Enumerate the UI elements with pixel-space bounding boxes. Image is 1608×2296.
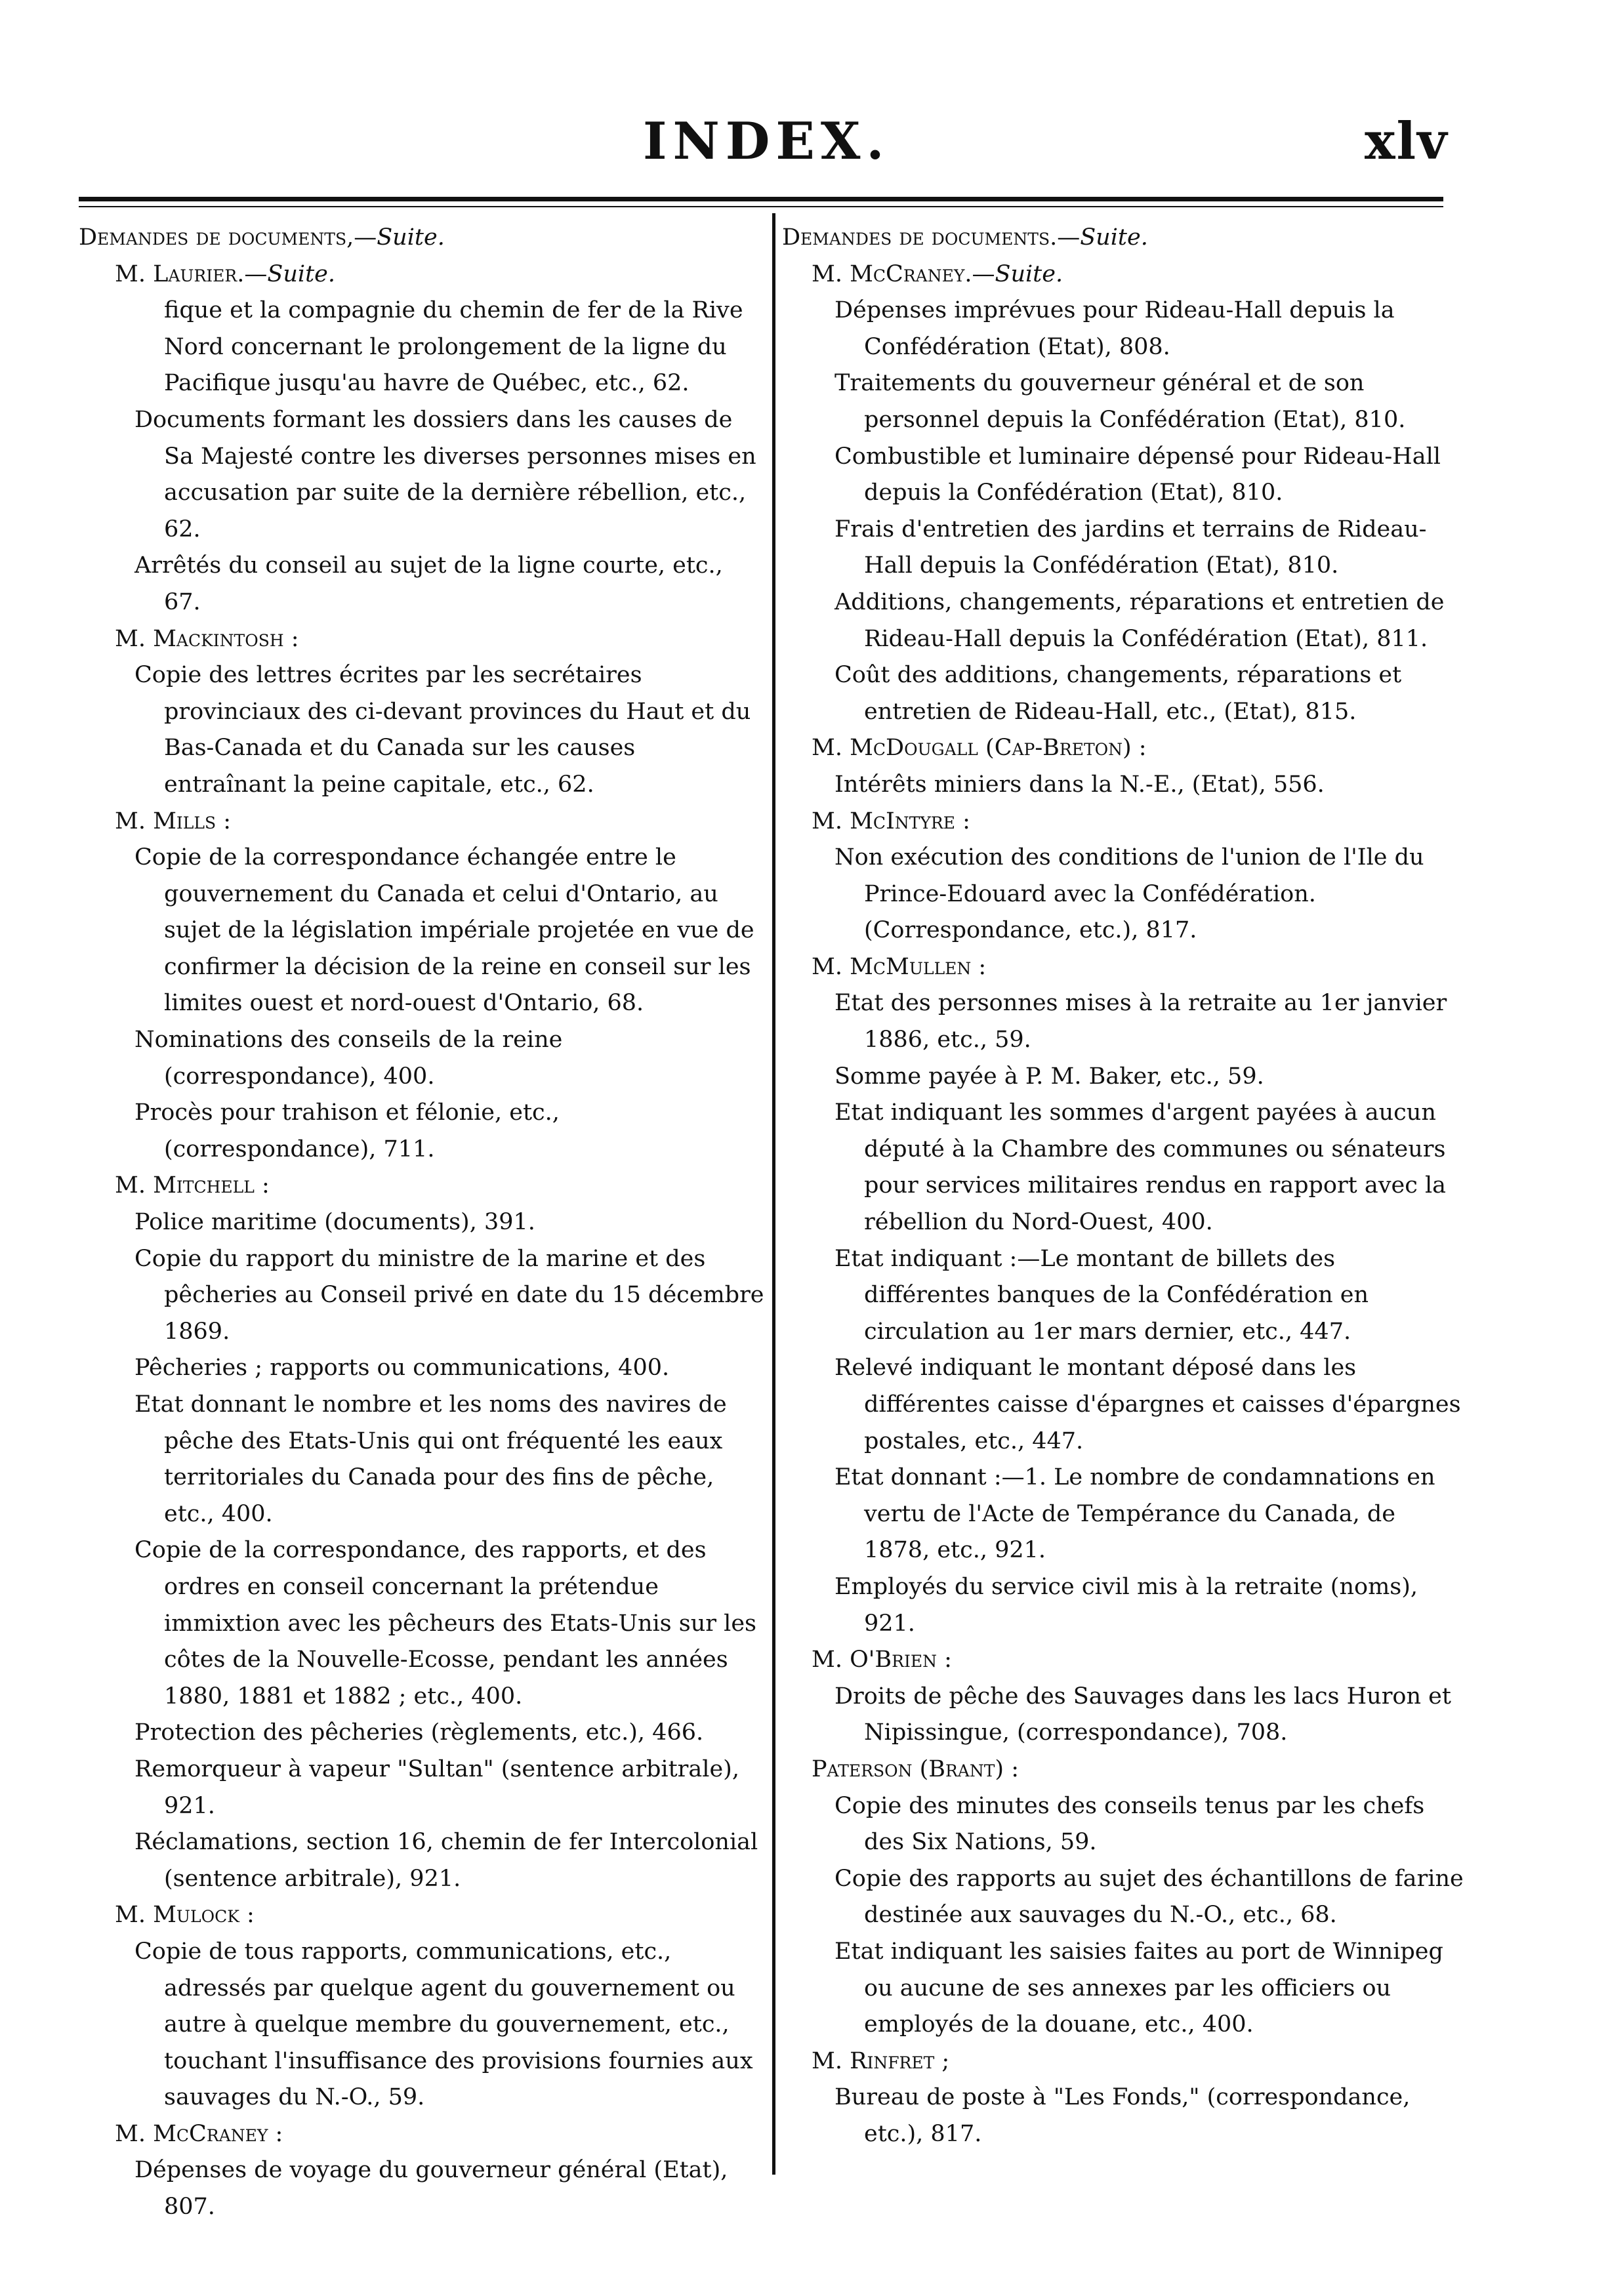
index-entry: Copie de la correspondance, des rapports, et des ordres en conseil concernant la prétendue immixtion avec les pêcheurs des Etats-Unis sur les côtes de la Nouvelle-Ecosse, pendant les années 1880, 1881 et 1882 ; etc., 400. (134, 1537, 756, 1710)
index-entry: Etat donnant :—1. Le nombre de condamnations en vertu de l'Acte de Tempérance du Canada, de 1878, etc., 921. (835, 1464, 1435, 1564)
index-entry: Additions, changements, réparations et entretien de Rideau-Hall depuis la Confédération (Etat), 811. (835, 588, 1445, 652)
index-entry: Copie de tous rapports, communications, etc., adressés par quelque agent du gouvernement ou autre à quelque membre du gouvernement, etc., touchant l'insuffisance des provisions fournies aux sauvages du N.-O., 59. (134, 1938, 753, 2111)
member-suite: Suite. (267, 260, 335, 287)
member-mccraney: M. McCraney : (115, 2120, 283, 2147)
index-entry: Dépenses imprévues pour Rideau-Hall depuis la Confédération (Etat), 808. (835, 297, 1395, 360)
index-entry: Etat des personnes mises à la retraite au 1er janvier 1886, etc., 59. (835, 990, 1447, 1054)
index-entry: Procès pour trahison et félonie, etc., (correspondance), 711. (134, 1099, 560, 1162)
index-entry: Somme payée à P. M. Baker, etc., 59. (835, 1063, 1264, 1090)
section-header-suite: Suite. (377, 224, 445, 251)
index-entry: Bureau de poste à "Les Fonds," (correspondance, etc.), 817. (835, 2084, 1411, 2147)
member-name: M. McCraney.— (812, 260, 995, 287)
page-number: xlv (1365, 112, 1449, 171)
index-entry: Traitements du gouverneur général et de son personnel depuis la Confédération (Etat), 810. (835, 370, 1406, 433)
index-entry: Pêcheries ; rapports ou communications, 400. (134, 1355, 670, 1382)
index-entry: Etat indiquant les sommes d'argent payées à aucun député à la Chambre des communes ou sénateurs pour services militaires rendus en rapport avec la rébellion du Nord-Ouest, 400. (835, 1099, 1447, 1236)
member-rinfret: M. Rinfret ; (812, 2047, 950, 2074)
member-mcintyre: M. McIntyre : (812, 808, 970, 834)
index-entry: Documents formant les dossiers dans les causes de Sa Majesté contre les diverses personnes mises en accusation par suite de la dernière rébellion, etc., 62. (134, 406, 756, 543)
member-mcmullen: M. McMullen : (812, 953, 987, 980)
entry-continued: fique et la compagnie du chemin de fer de la Rive Nord concernant le prolongement de la ligne du Pacifique jusqu'au havre de Québec, etc., 62. (164, 297, 743, 397)
index-entry: Frais d'entretien des jardins et terrains de Rideau-Hall depuis la Confédération (Etat), 810. (835, 516, 1427, 579)
index-entry: Coût des additions, changements, réparations et entretien de Rideau-Hall, etc., (Etat), 815. (835, 662, 1402, 725)
index-entry: Réclamations, section 16, chemin de fer Intercolonial (sentence arbitrale), 921. (134, 1829, 758, 1892)
index-entry: Intérêts miniers dans la N.-E., (Etat), 556. (835, 771, 1325, 798)
section-header (782, 220, 1464, 256)
member-laurier (79, 256, 764, 293)
index-entry: Copie des rapports au sujet des échantillons de farine destinée aux sauvages du N.-O., etc., 68. (835, 1865, 1464, 1929)
index-entry: Etat indiquant les saisies faites au port de Winnipeg ou aucune de ses annexes par les officiers ou employés de la douane, etc., 400. (835, 1938, 1443, 2038)
section-header-suite: Suite. (1080, 224, 1148, 251)
index-entry: Copie des minutes des conseils tenus par les chefs des Six Nations, 59. (835, 1792, 1425, 1856)
member-obrien: M. O'Brien : (812, 1647, 952, 1673)
index-entry: Protection des pêcheries (règlements, etc.), 466. (134, 1719, 704, 1746)
index-entry: Droits de pêche des Sauvages dans les lacs Huron et Nipissingue, (correspondance), 708. (835, 1683, 1451, 1746)
header-rule-thin (79, 206, 1443, 207)
index-entry: Remorqueur à vapeur "Sultan" (sentence arbitrale), 921. (134, 1755, 739, 1819)
index-entry: Dépenses de voyage du gouverneur général (Etat), 807. (134, 2157, 728, 2221)
index-entry: Copie des lettres écrites par les secrétaires provinciaux des ci-devant provinces du Haut et du Bas-Canada et du Canada sur les causes entraînant la peine capitale, etc., 62. (134, 662, 751, 798)
index-entry: Non exécution des conditions de l'union de l'Ile du Prince-Edouard avec la Confédération. (Correspondance, etc.), 817. (835, 844, 1424, 944)
index-entry: Copie de la correspondance échangée entre le gouvernement du Canada et celui d'Ontario, au sujet de la législation impériale projetée en vue de confirmer la décision de la reine en conseil sur les limites ouest et nord-ouest d'Ontario, 68. (134, 844, 754, 1017)
member-mcdougall: M. McDougall (Cap-Breton) : (812, 735, 1147, 762)
section-header (79, 220, 764, 256)
index-entry: Police maritime (documents), 391. (134, 1209, 535, 1236)
index-entry: Copie du rapport du ministre de la marine et des pêcheries au Conseil privé en date du 15 décembre 1869. (134, 1245, 764, 1345)
member-mccraney-cont (782, 256, 1464, 293)
member-suite: Suite. (995, 260, 1063, 287)
member-mitchell: M. Mitchell : (115, 1172, 270, 1199)
right-column (782, 220, 1464, 2152)
column-divider (772, 213, 775, 2175)
index-entry: Nominations des conseils de la reine (correspondance), 400. (134, 1027, 563, 1090)
member-mackintosh: M. Mackintosh : (115, 625, 299, 652)
left-column (79, 220, 764, 2226)
index-entry: Etat indiquant :—Le montant de billets des différentes banques de la Confédération en circulation au 1er mars dernier, etc., 447. (835, 1245, 1369, 1345)
section-header-label: Demandes de documents,— (79, 224, 377, 251)
section-header-label: Demandes de documents.— (782, 224, 1081, 251)
index-entry: Employés du service civil mis à la retraite (noms), 921. (835, 1573, 1418, 1637)
member-mulock: M. Mulock : (115, 1902, 255, 1929)
index-entry: Etat donnant le nombre et les noms des navires de pêche des Etats-Unis qui ont fréquenté les eaux territoriales du Canada pour des fins de pêche, etc., 400. (134, 1391, 727, 1527)
member-mills: M. Mills : (115, 808, 232, 834)
index-entry: Relevé indiquant le montant déposé dans les différentes caisse d'épargnes et caisses d'épargnes postales, etc., 447. (835, 1355, 1461, 1454)
index-entry: Combustible et luminaire dépensé pour Rideau-Hall depuis la Confédération (Etat), 810. (835, 443, 1441, 506)
index-entry: Arrêtés du conseil au sujet de la ligne courte, etc., 67. (134, 552, 723, 615)
header-rule-thick (79, 197, 1443, 201)
member-paterson: Paterson (Brant) : (812, 1755, 1019, 1782)
page-title: INDEX. (643, 112, 890, 171)
member-name: M. Laurier.— (115, 260, 268, 287)
